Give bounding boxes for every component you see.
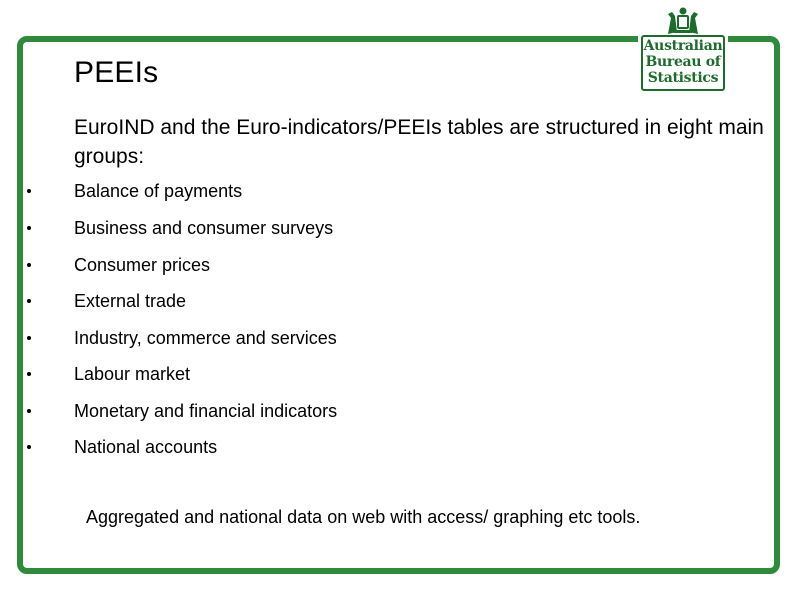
bullet-icon — [27, 263, 31, 267]
bullet-icon — [27, 372, 31, 376]
group-label: Industry, commerce and services — [74, 328, 337, 348]
footer-note: Aggregated and national data on web with access/ graphing etc tools. — [86, 507, 641, 527]
bullet-icon — [27, 445, 31, 449]
bullet-icon — [27, 336, 31, 340]
group-label: External trade — [74, 291, 187, 311]
slide-title: PEEIs — [74, 56, 159, 89]
abs-logo — [638, 6, 728, 92]
group-label: Balance of payments — [74, 181, 243, 201]
bullet-icon — [27, 409, 31, 413]
group-label: Monetary and financial indicators — [74, 401, 338, 421]
group-label: Business and consumer surveys — [74, 218, 334, 238]
group-label: Consumer prices — [74, 255, 211, 275]
bullet-icon — [27, 189, 31, 193]
logo-line-2: Bureau of — [645, 54, 721, 70]
bullet-icon — [27, 226, 31, 230]
coat-of-arms-icon — [662, 6, 704, 36]
logo-wordmark — [641, 35, 725, 91]
group-label: Labour market — [74, 364, 191, 384]
bullet-icon — [27, 299, 31, 303]
intro-text: EuroIND and the Euro-indicators/PEEIs tables are structured in eight main groups: — [74, 116, 764, 168]
group-label: National accounts — [74, 437, 218, 457]
logo-line-1: Australian — [643, 38, 723, 54]
logo-line-3: Statistics — [647, 70, 719, 86]
